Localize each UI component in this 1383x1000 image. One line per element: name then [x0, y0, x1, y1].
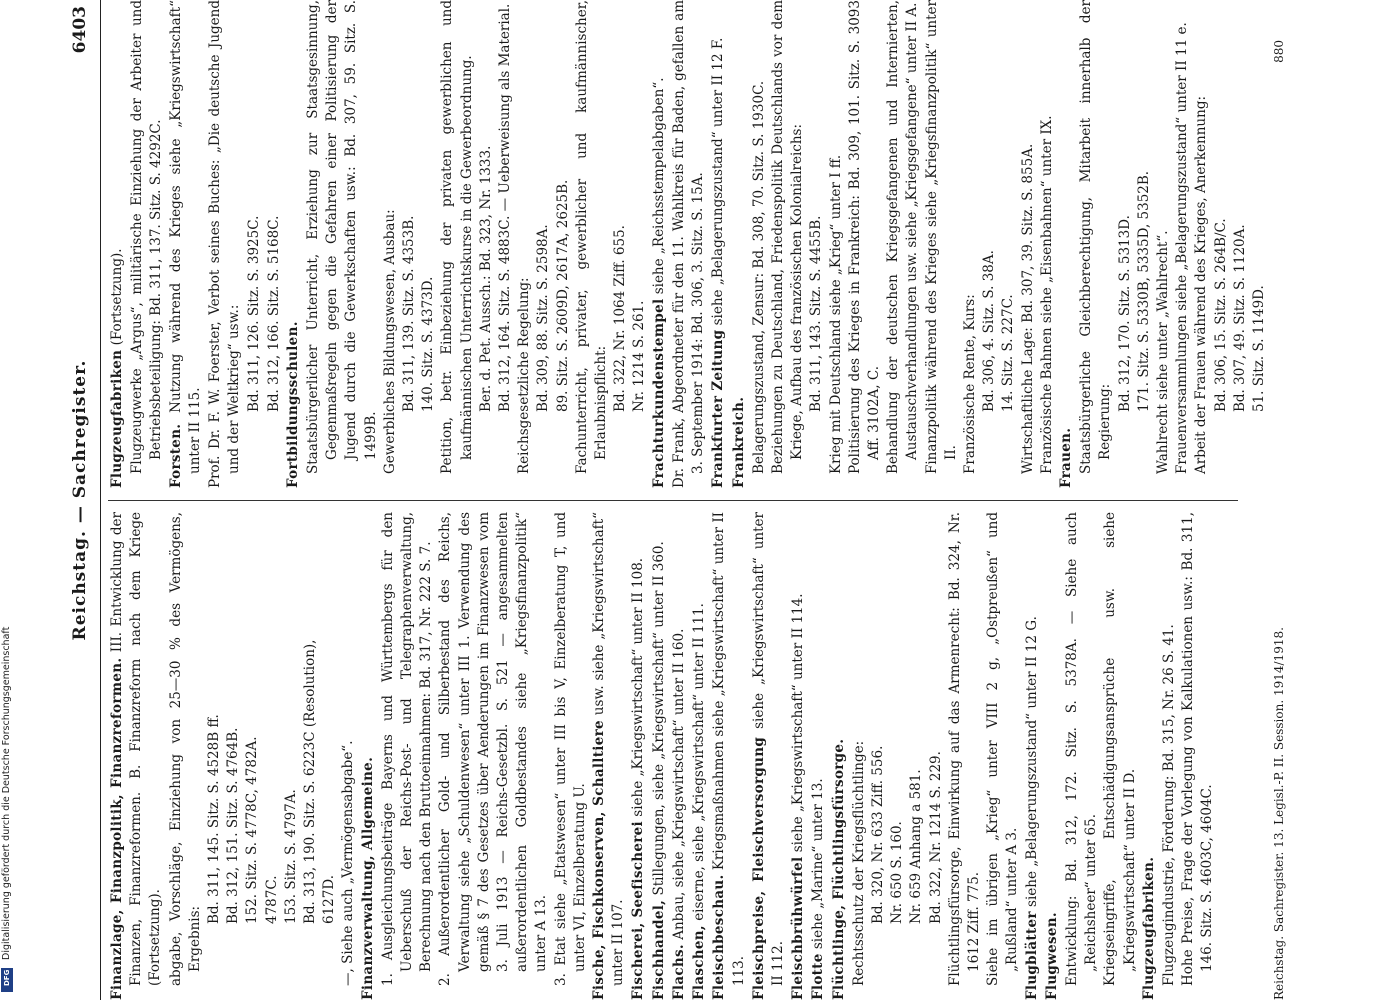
entry-subline: Wirtschaftliche Lage: Bd. 307, 39. Sitz. S. 855A.	[1019, 143, 1036, 474]
left-column	[108, 512, 1258, 1000]
entry-subline: Bd. 320, Nr. 633 Ziff. 556.	[869, 745, 886, 924]
entry-text: eiserne, siehe „Kriegswirtschaft“ unter II 111.	[691, 603, 708, 926]
entry-text: siehe „Kriegswirtschaft“ unter II 112.	[750, 512, 786, 986]
entry-subline: Belagerungszustand, Zensur: Bd. 308, 70. Sitz. S. 1930C.	[750, 80, 767, 474]
dfg-logo-text: DFG	[3, 969, 11, 986]
footer-imprint: Reichstag. Sachregister. 13. Legisl.-P. II. Session. 1914/1918.	[1272, 627, 1286, 1000]
entry-keyword: Flugwesen.	[1043, 912, 1060, 1000]
entry-keyword: Fleischbrühwürfel	[790, 856, 807, 1000]
entry-subline: 152. Sitz. S. 4778C, 4782A.	[244, 736, 261, 924]
register-entry	[750, 512, 788, 1000]
entry-keyword: Frankreich.	[730, 396, 747, 488]
register-entry	[108, 0, 127, 488]
register-entry	[1057, 0, 1076, 488]
entry-subline: 14. Sitz. S. 227C.	[1000, 294, 1017, 412]
entry-keyword: Finanzverwaltung, Allgemeine.	[359, 756, 376, 1000]
entry-subline: Politisierung des Krieges in Frankreich: Bd. 309, 101. Sitz. S. 3093 Aff. 3102A, C.	[846, 0, 882, 474]
entry-keyword: Forsten.	[167, 423, 184, 488]
entry-subline: Finanzpolitik während des Krieges siehe „Kriegsfinanzpolitik“ unter II.	[923, 0, 959, 474]
entry-subline: Französische Rente, Kurs:	[961, 294, 978, 474]
rotated-register-page	[60, 0, 1340, 1000]
entry-subline: Bd. 313, 190. Sitz. S. 6223C (Resolution),	[302, 639, 319, 924]
entry-subline: 1. Ausgleichungsbeiträge Bayerns und Württembergs für den Ueberschuß der Reichs-Post- und Telegraphenverwaltung, Berechnung nach den Bruttoeinnahmen: Bd. 317, Nr. 222 S. 7.	[379, 512, 435, 986]
entry-keyword: Fortbildungsschulen.	[284, 321, 301, 488]
entry-keyword: Flugzeugfabriken	[109, 349, 125, 488]
entry-subline: Hohe Preise, Frage der Vorlegung von Kalkulationen usw.: Bd. 311, 146. Sitz. S. 4603C, 4604C.	[1180, 512, 1216, 986]
entry-keyword: Flachs.	[670, 944, 687, 1000]
entry-keyword: Frachturkundenstempel	[650, 298, 667, 488]
entry-subline: Arbeit der Frauen während des Krieges, Anerkennung:	[1193, 95, 1210, 474]
entry-text: Dr. Frank, Abgeordneter für den 11. Wahlkreis für Baden, gefallen am 3. September 1914: Bd. 306, 3. Sitz. S. 15A.	[670, 0, 707, 488]
entry-subline: Beziehungen zu Deutschland, Friedenspolitik Deutschlands vor dem Kriege, Aufbau des französischen Kolonialreichs:	[769, 0, 806, 474]
entry-keyword: Fleischpreise, Fleischversorgung	[750, 736, 767, 1000]
right-column	[108, 0, 1267, 488]
entry-text: III. Entwicklung der Finanzen, Finanzreformen. B. Finanzreform nach dem Kriege (Fortsetzung).	[109, 512, 164, 986]
entry-keyword: Flüchtlinge, Flüchtlingsfürsorge.	[830, 738, 847, 1000]
dfg-logo	[1, 968, 13, 992]
digitization-note	[0, 0, 14, 1000]
entry-subline: 153. Sitz. S. 4797A.	[282, 789, 299, 924]
entry-subline: Gewerbliches Bildungswesen, Ausbau:	[381, 209, 398, 474]
entry-subline: 89. Sitz. S. 2609D, 2617A, 2625B.	[554, 179, 571, 412]
entry-subline: Krieg mit Deutschland siehe „Krieg“ unter I ff.	[827, 154, 844, 474]
entry-subline: Flugzeugwerke „Argus“, militärische Einziehung der Arbeiter und Betriebsbeteiligung: Bd. 311, 137. Sitz. S. 4292C.	[129, 0, 165, 474]
entry-subline: Reichsgesetzliche Regelung:	[516, 277, 533, 474]
register-entry	[284, 0, 303, 488]
entry-subline: Petition, betr. Einbeziehung der privaten gewerblichen und kaufmännischen Unterrichtskurse in die Gewerbeordnung.	[439, 0, 475, 474]
entry-subline: Siehe im übrigen „Krieg“ unter VIII 2 g, „Ostpreußen“ und „Rußland“ unter A 3.	[985, 512, 1021, 986]
entry-subline: Wahlrecht siehe unter „Wahlrecht“.	[1154, 230, 1171, 474]
register-entry	[650, 512, 669, 1000]
entry-keyword: Flotte	[810, 953, 827, 1000]
entry-text: (Fortsetzung).	[109, 248, 125, 350]
entry-text: Nutzung während des Krieges siehe „Kriegswirtschaft“ unter II 115.	[167, 0, 203, 474]
register-entry	[1140, 512, 1159, 1000]
register-entry	[359, 512, 378, 1000]
entry-subline: Bd. 322, Nr. 1064 Ziff. 655.	[612, 225, 629, 412]
entry-subline: Staatsbürgerlicher Unterricht, Erziehung zur Staatsgesinnung, Gegenmaßregeln gegen die Gefahren einer Politisierung der Jugend durch die Gewerkschaften usw.: Bd. 307, 59. Sitz. S. 1499B.	[305, 0, 379, 474]
entry-subline: —, Siehe auch „Vermögensabgabe“.	[340, 740, 357, 986]
page-header	[60, 0, 101, 1000]
entry-keyword: Fleischbeschau.	[711, 874, 728, 1000]
entry-text: siehe „Belagerungszustand“ unter II 12 F.	[710, 37, 727, 330]
entry-subline: 51. Sitz. S. 1149D.	[1250, 285, 1267, 412]
entry-subline: 171. Sitz. S. 5330B, 5335D, 5352B.	[1135, 170, 1152, 412]
entry-subline: Frauenversammlungen siehe „Belagerungszustand“ unter II 11 e.	[1174, 22, 1191, 474]
register-entry	[1023, 512, 1042, 1000]
entry-subline: Bd. 312, 151. Sitz. S. 4764B.	[225, 727, 242, 924]
register-entry	[709, 0, 728, 488]
entry-subline: 3. Etat siehe „Etatswesen“ unter III bis V, Einzelberatung T, und unter VI, Einzelberatung U.	[552, 512, 588, 986]
register-entry	[690, 512, 709, 1000]
register-entry	[789, 512, 808, 1000]
entry-subline: Ber. d. Pet. Aussch.: Bd. 323, Nr. 1333.	[477, 145, 494, 412]
entry-keyword: Flugblätter	[1023, 911, 1040, 1000]
register-entry	[206, 0, 244, 488]
entry-keyword: Flaschen,	[691, 925, 708, 1000]
entry-text: siehe „Kriegswirtschaft“ unter II 114.	[790, 593, 807, 857]
entry-subline: 4787C.	[263, 875, 280, 924]
register-entry	[710, 512, 748, 1000]
entry-text: siehe „Belagerungszustand“ unter II 12 G.	[1023, 616, 1040, 912]
entry-subline: 140. Sitz. S. 4373D.	[420, 276, 437, 412]
entry-text: Kriegsmaßnahmen siehe „Kriegswirtschaft“ unter II 113.	[711, 512, 747, 986]
entry-text: Prof. Dr. F. W. Foerster, Verbot seines Buches: „Die deutsche Jugend und der Weltkrieg“ usw.:	[207, 0, 243, 488]
entry-subline: Bd. 312, 166. Sitz. S. 5168C.	[265, 215, 282, 412]
register-entry	[590, 512, 628, 1000]
register-entry	[730, 0, 749, 488]
entry-subline: Kriegseingriffe, Entschädigungsansprüche usw. siehe „Kriegswirtschaft“ unter II D.	[1102, 512, 1138, 986]
entry-subline: Bd. 309, 88. Sitz. S. 2598A.	[535, 224, 552, 412]
entry-subline: Nr. 659 Anhang a 581.	[908, 769, 925, 924]
register-entry	[108, 512, 166, 1000]
entry-text: siehe „Marine“ unter 13.	[810, 778, 827, 954]
entry-subline: Flugzeugindustrie, Förderung: Bd. 315, Nr. 26 S. 41.	[1160, 624, 1177, 986]
entry-keyword: Fische, Fischkonserven, Schalltiere	[591, 720, 608, 1000]
register-entry	[650, 0, 669, 488]
entry-subline: Bd. 306, 15. Sitz. S. 264B/C.	[1212, 218, 1229, 412]
register-entry	[670, 512, 689, 1000]
entry-keyword: Fischhandel,	[650, 899, 667, 1000]
entry-subline: Behandlung der deutschen Kriegsgefangenen und Internierten, Austauschverhandlungen usw. siehe „Kriegsgefangene“ unter II A.	[885, 0, 921, 474]
entry-keyword: Flugzeugfabriken.	[1140, 856, 1157, 1000]
register-entry	[629, 512, 648, 1000]
footer-number: 880	[1272, 40, 1286, 63]
entry-subline: Bd. 322, Nr. 1214 S. 229.	[927, 751, 944, 924]
entry-subline: Rechtsschutz der Kriegsflüchtlinge:	[850, 740, 867, 986]
entry-subline: Staatsbürgerliche Gleichberechtigung, Mitarbeit innerhalb der Regierung:	[1078, 0, 1114, 474]
entry-subline: Bd. 307, 49. Sitz. S. 1120A.	[1231, 224, 1248, 412]
running-title: Reichstag. — Sachregister.	[70, 359, 90, 641]
entry-keyword: Frauen.	[1057, 427, 1074, 488]
entry-subline: Französische Bahnen siehe „Eisenbahnen“ unter IX.	[1038, 115, 1055, 474]
entry-subline: Bd. 312, 164. Sitz. S. 4883C. — Ueberweisung als Material.	[497, 3, 514, 412]
entry-subline: Nr. 1214 S. 261.	[631, 300, 648, 412]
entry-subline: Bd. 311, 143. Sitz. S. 4455B.	[808, 215, 825, 412]
entry-keyword: Fischerei, Seefischerei	[630, 821, 647, 1000]
register-entry	[167, 0, 205, 488]
entry-text: usw. siehe „Kriegswirtschaft“ unter II 107.	[591, 512, 627, 986]
entry-subline: Flüchtlingsfürsorge, Einwirkung auf das Armenrecht: Bd. 324, Nr. 1612 Ziff. 775.	[946, 512, 982, 986]
entry-subline: Bd. 312, 170. Sitz. S. 5313D.	[1116, 215, 1133, 412]
entry-subline: 2. Außerordentlicher Gold- und Silberbestand des Reichs, Verwaltung siehe „Schuldenwesen“ unter III 1. Verwendung des gemäß § 7 des Gesetzes über Aenderungen im Finanzwesen vom 3. Juli 1913 — Reichs-Gesetzbl. S. 521 — angesammelten außerordentlichen Goldbestandes siehe „Kriegsfinanzpolitik“ unter A 13.	[437, 512, 550, 986]
page-number: 6403	[70, 6, 90, 54]
entry-subline: Nr. 650 S. 160.	[889, 821, 906, 924]
entry-keyword: Frankfurter Zeitung	[710, 329, 727, 488]
entry-text: Stillegungen, siehe „Kriegswirtschaft“ unter II 360.	[650, 541, 667, 900]
entry-text: siehe „Kriegswirtschaft“ unter II 108.	[630, 557, 647, 821]
entry-text: siehe „Reichsstempelabgaben“.	[650, 77, 667, 299]
entry-subline: Bd. 311, 139. Sitz. S. 4353B.	[401, 215, 418, 412]
register-entry	[809, 512, 828, 1000]
entry-text: Anbau, siehe „Kriegswirtschaft“ unter II 160.	[670, 628, 687, 945]
entry-subline: Bd. 311, 145. Sitz. S. 4528B ff.	[206, 714, 223, 924]
entry-subline: Bd. 311, 126. Sitz. S. 3925C.	[246, 215, 263, 412]
register-entry	[670, 0, 708, 488]
entry-subline: abgabe, Vorschläge, Einziehung von 25—30 % des Vermögens, Ergebnis:	[167, 512, 203, 986]
entry-subline: Fachunterricht, privater, gewerblicher und kaufmännischer, Erlaubnispflicht:	[573, 0, 610, 474]
entry-subline: Entwicklung: Bd. 312, 172. Sitz. S. 5378A. — Siehe auch „Reichsheer“ unter 65.	[1063, 512, 1100, 986]
entry-keyword: Finanzlage, Finanzpolitik, Finanzreformen.	[109, 657, 125, 1000]
entry-subline: Bd. 306, 4. Sitz. S. 38A.	[981, 250, 998, 412]
column-divider	[108, 500, 1238, 501]
digitization-note-text: Digitalisierung gefördert durch die Deutsche Forschungsgemeinschaft	[1, 626, 12, 960]
register-entry	[830, 512, 849, 1000]
register-entry	[1043, 512, 1062, 1000]
entry-subline: 6127D.	[321, 875, 338, 924]
